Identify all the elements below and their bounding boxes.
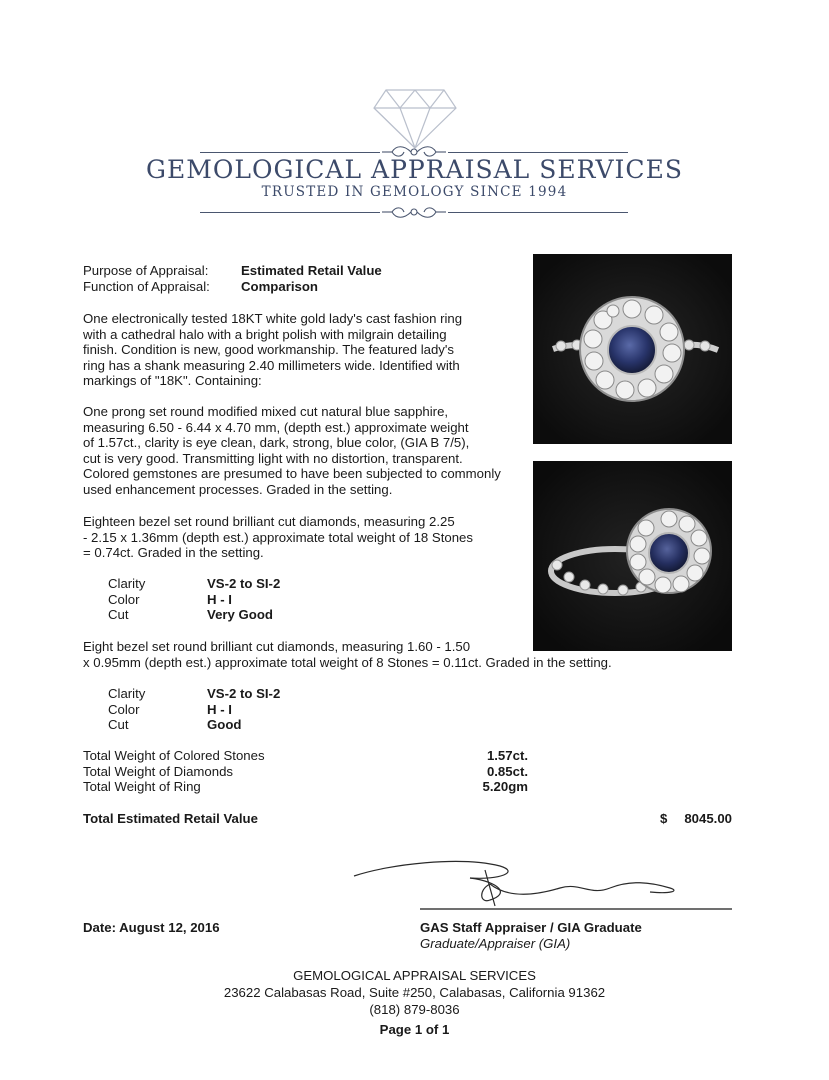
diamond-icon (372, 88, 458, 150)
total-ring-label: Total Weight of Ring (83, 779, 201, 794)
retail-value-amount: 8045.00 (684, 811, 732, 826)
footer-phone: (818) 879-8036 (369, 1002, 460, 1017)
grade-color-label: Color (108, 702, 140, 717)
grade-cut-label: Cut (108, 717, 129, 732)
appraiser-subtitle: Graduate/Appraiser (GIA) (420, 936, 571, 951)
currency-symbol: $ (660, 811, 668, 826)
appraiser-title: GAS Staff Appraiser / GIA Graduate (420, 920, 642, 935)
ornament-icon (380, 203, 448, 221)
ring-description: One electronically tested 18KT white gold lady's cast fashion ring with a cathedral halo with a bright polish with milgrain detailing finish. Condition is new, good workmanship. The featured lady's ring has a shank measuring 2.40 millimeters wide. Identified with markings of "18K". Containing: (83, 311, 463, 389)
diamonds-8-description: Eight bezel set round brilliant cut diamonds, measuring 1.60 - 1.50 x 0.95mm (depth est.) approximate total weight of 8 Stones = 0.11ct. Graded in the setting. (83, 639, 612, 670)
diamonds-18-description: Eighteen bezel set round brilliant cut diamonds, measuring 2.25 - 2.15 x 1.36mm (depth est.) approximate total weight of 18 Stones = 0.74ct. Graded in the setting. (83, 514, 473, 561)
grade-clarity-label: Clarity (108, 576, 146, 591)
ring-photo-top (533, 254, 732, 444)
ring-photo-angle (533, 461, 732, 651)
sapphire-description: One prong set round modified mixed cut natural blue sapphire, measuring 6.50 - 6.44 x 4.70 mm, (depth est.) approximate weight of 1.57ct., clarity is eye clean, dark, strong, blue color, (GIA B 7/5), cut is very good. Transmitting light with no distortion, transparent. Colored gemstones are presumed to have been subjected to commonly used enhancement processes. Graded in the setting. (83, 404, 501, 497)
purpose-label: Purpose of Appraisal: (83, 263, 209, 278)
function-label: Function of Appraisal: (83, 279, 210, 294)
grade-clarity-label: Clarity (108, 686, 146, 701)
grade-cut-value: Very Good (207, 607, 273, 622)
page-number: Page 1 of 1 (379, 1022, 450, 1037)
total-ring-value: 5.20gm (482, 779, 528, 794)
grade-color-value: H - I (207, 702, 232, 717)
grade-clarity-value: VS-2 to SI-2 (207, 576, 281, 591)
footer-address: 23622 Calabasas Road, Suite #250, Calabasas, California 91362 (223, 985, 606, 1000)
grade-color-label: Color (108, 592, 140, 607)
total-colored-label: Total Weight of Colored Stones (83, 748, 265, 763)
total-diamonds-value: 0.85ct. (486, 764, 528, 779)
function-value: Comparison (241, 279, 318, 294)
grade-color-value: H - I (207, 592, 232, 607)
total-diamonds-label: Total Weight of Diamonds (83, 764, 234, 779)
grade-cut-label: Cut (108, 607, 129, 622)
brand-tagline: TRUSTED IN GEMOLOGY SINCE 1994 (261, 184, 568, 200)
appraiser-signature (350, 850, 740, 915)
grade-cut-value: Good (207, 717, 242, 732)
total-colored-value: 1.57ct. (486, 748, 528, 763)
retail-value-label: Total Estimated Retail Value (83, 811, 258, 826)
grade-clarity-value: VS-2 to SI-2 (207, 686, 281, 701)
letterhead (0, 80, 829, 230)
purpose-value: Estimated Retail Value (241, 263, 382, 278)
footer-company: GEMOLOGICAL APPRAISAL SERVICES (293, 968, 536, 983)
brand-name: GEMOLOGICAL APPRAISAL SERVICES (146, 155, 683, 184)
appraisal-date: Date: August 12, 2016 (83, 920, 220, 935)
